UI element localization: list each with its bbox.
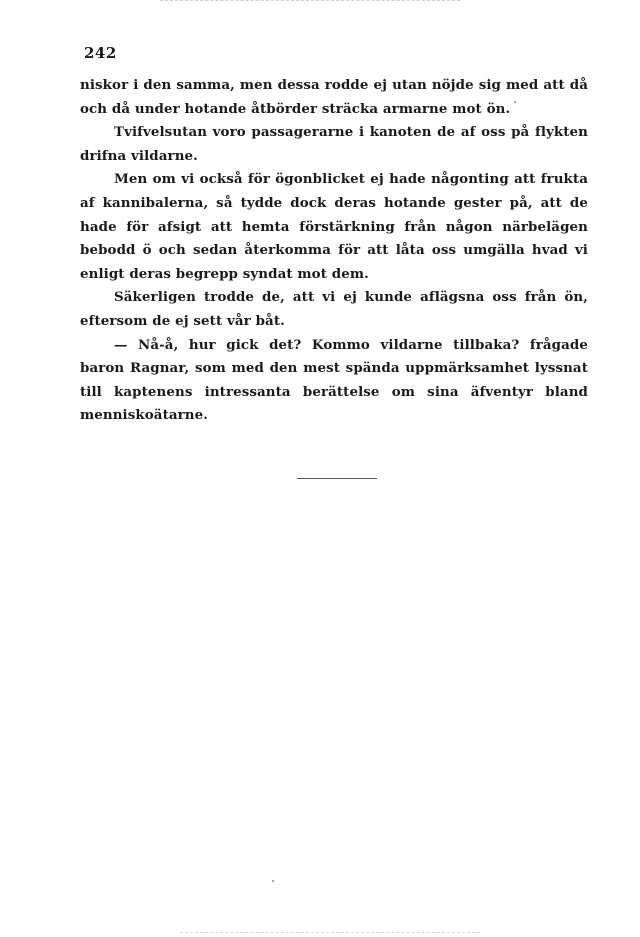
paragraph-continued: niskor i den samma, men dessa rodde ej utan nöjde sig med att då och då under hotande åtbörder sträcka armarne mot ön. [80,77,588,117]
section-end-rule [297,478,377,479]
page-bottom-edge [180,932,480,933]
page-number: 242 [84,44,117,62]
paragraph: Säkerligen trodde de, att vi ej kunde aflägsna oss från ön, eftersom de ej sett vår båt. [80,289,588,329]
paragraph-dialogue: — Nå-å, hur gick det? Kommo vildarne tillbaka? frågade baron Ragnar, som med den mest spända uppmärksamhet lyssnat till kaptenens intressanta berättelse om sina äfventyr bland menniskoätarne. [80,336,588,424]
body-text [80,74,588,428]
page-top-edge [160,0,460,1]
paragraph: Men om vi också för ögonblicket ej hade någonting att frukta af kannibalerna, så tydde dock deras hotande gester på, att de hade för afsigt att hemta förstärkning från någon närbelägen bebodd ö och sedan återkomma för att låta oss umgälla hvad vi enligt deras begrepp syndat mot dem. [80,171,588,282]
paragraph: Tvifvelsutan voro passagerarne i kanoten de af oss på flykten drifna vildarne. [80,124,588,164]
print-speck [514,101,516,103]
print-speck [272,880,274,882]
